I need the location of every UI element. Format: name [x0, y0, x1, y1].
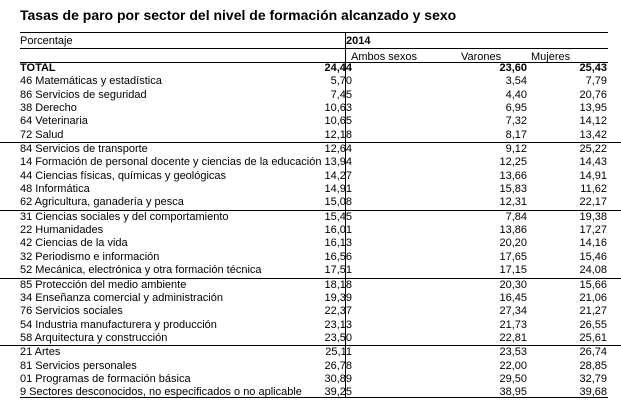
header-top-rule [20, 32, 608, 33]
ambos-value: 13,94 [324, 156, 352, 169]
unit-label: Porcentaje [20, 35, 73, 47]
mujeres-value: 25,43 [579, 62, 607, 74]
col-mujeres: Mujeres [531, 51, 571, 63]
mujeres-value: 11,62 [580, 183, 607, 196]
ambos-value: 26,78 [324, 359, 352, 372]
table-row [0, 129, 621, 142]
header-year-rule [20, 48, 608, 49]
ambos-value: 10,63 [324, 102, 352, 115]
row-label: 31 Ciencias sociales y del comportamiento [20, 210, 229, 223]
ambos-value: 22,37 [324, 305, 352, 318]
table-row [0, 75, 621, 88]
row-label: 01 Programas de formación básica [20, 372, 191, 385]
table-row [0, 292, 621, 305]
ambos-value: 16,13 [324, 237, 352, 250]
mujeres-value: 26,74 [579, 346, 607, 359]
row-label: 42 Ciencias de la vida [20, 237, 128, 250]
varones-value: 23,53 [499, 346, 527, 359]
ambos-value: 39,25 [324, 386, 352, 399]
table-row [0, 224, 621, 237]
data-table-body [0, 62, 621, 400]
varones-value: 7,32 [505, 115, 527, 128]
ambos-value: 23,13 [324, 318, 352, 331]
mujeres-value: 19,38 [579, 210, 607, 223]
mujeres-value: 22,17 [579, 196, 607, 209]
table-row [0, 142, 621, 156]
table-row [0, 319, 621, 332]
table-row [0, 196, 621, 209]
ambos-value: 17,51 [324, 264, 352, 277]
ambos-value: 15,45 [324, 210, 352, 223]
table-row [0, 210, 621, 224]
ambos-value: 15,08 [324, 196, 352, 209]
varones-value: 17,15 [499, 264, 527, 277]
row-label: 76 Servicios sociales [20, 305, 123, 318]
ambos-value: 12,64 [324, 143, 352, 156]
varones-value: 12,31 [499, 196, 527, 209]
ambos-value: 7,45 [330, 88, 352, 101]
mujeres-value: 26,55 [579, 318, 607, 331]
row-label: 46 Matemáticas y estadística [20, 75, 162, 88]
ambos-value: 12,18 [324, 128, 352, 141]
varones-value: 27,34 [499, 305, 527, 318]
varones-value: 12,25 [499, 156, 527, 169]
year-header: 2014 [346, 35, 371, 47]
ambos-value: 16,01 [324, 224, 352, 237]
varones-value: 15,83 [499, 183, 527, 196]
mujeres-value: 14,16 [579, 237, 607, 250]
row-label: 81 Servicios personales [20, 359, 137, 372]
mujeres-value: 32,79 [579, 372, 607, 385]
ambos-value: 18,18 [324, 278, 352, 291]
varones-value: 9,12 [505, 143, 527, 156]
mujeres-value: 13,95 [579, 102, 607, 115]
ambos-value: 14,91 [324, 183, 352, 196]
mujeres-value: 25,22 [579, 143, 607, 156]
varones-value: 6,95 [505, 102, 527, 115]
table-row [0, 115, 621, 128]
row-label: 48 Informática [20, 183, 90, 196]
table-row [0, 345, 621, 359]
row-label: 54 Industria manufacturera y producción [20, 318, 217, 331]
varones-value: 13,86 [499, 224, 527, 237]
table-row [0, 360, 621, 373]
varones-value: 23,60 [499, 62, 527, 74]
varones-value: 16,45 [499, 291, 527, 304]
varones-value: 20,30 [499, 278, 527, 291]
mujeres-value: 24,08 [579, 264, 607, 277]
row-label: 14 Formación de personal docente y ciencias de la educación [20, 156, 322, 169]
mujeres-value: 21,27 [579, 305, 607, 318]
col-ambos-sexos: Ambos sexos [351, 51, 418, 63]
row-label: 84 Servicios de transporte [20, 143, 148, 156]
row-label: TOTAL [20, 62, 56, 74]
table-row [0, 156, 621, 169]
page-title: Tasas de paro por sector del nivel de formación alcanzado y sexo [20, 7, 457, 23]
row-label: 44 Ciencias físicas, químicas y geológicas [20, 169, 227, 182]
varones-value: 17,65 [499, 250, 527, 263]
ambos-value: 14,27 [324, 169, 352, 182]
row-label: 62 Agricultura, ganadería y pesca [20, 196, 184, 209]
table-row [0, 62, 621, 75]
ambos-value: 23,50 [324, 331, 352, 344]
ambos-value: 30,89 [324, 372, 352, 385]
varones-value: 38,95 [499, 386, 527, 399]
table-row [0, 373, 621, 386]
table-row [0, 89, 621, 102]
varones-value: 22,81 [499, 331, 527, 344]
mujeres-value: 14,91 [579, 169, 607, 182]
ambos-value: 24,44 [324, 62, 352, 74]
mujeres-value: 14,12 [579, 115, 607, 128]
row-label: 64 Veterinaria [20, 115, 88, 128]
table-row [0, 386, 621, 399]
mujeres-value: 25,61 [579, 331, 607, 344]
row-label: 32 Periodismo e información [20, 250, 160, 263]
varones-value: 4,40 [505, 88, 527, 101]
varones-value: 7,84 [505, 210, 527, 223]
row-label: 52 Mecánica, electrónica y otra formación técnica [20, 264, 262, 277]
varones-value: 29,50 [499, 372, 527, 385]
ambos-value: 16,56 [324, 250, 352, 263]
mujeres-value: 14,43 [579, 156, 607, 169]
ambos-value: 5,70 [330, 75, 352, 88]
mujeres-value: 21,06 [579, 291, 607, 304]
table-row [0, 170, 621, 183]
row-label: 58 Arquitectura y construcción [20, 331, 168, 344]
varones-value: 8,17 [505, 128, 527, 141]
row-label: 72 Salud [20, 128, 64, 141]
mujeres-value: 7,79 [585, 75, 607, 88]
table-row [0, 278, 621, 292]
row-label: 86 Servicios de seguridad [20, 88, 147, 101]
mujeres-value: 17,27 [579, 224, 607, 237]
mujeres-value: 13,42 [579, 128, 607, 141]
mujeres-value: 15,66 [579, 278, 607, 291]
row-label: 38 Derecho [20, 102, 77, 115]
table-row [0, 183, 621, 196]
ambos-value: 25,11 [325, 346, 352, 359]
table-row [0, 237, 621, 250]
ambos-value: 19,39 [324, 291, 352, 304]
mujeres-value: 28,85 [579, 359, 607, 372]
varones-value: 20,20 [499, 237, 527, 250]
col-varones: Varones [461, 51, 502, 63]
varones-value: 3,54 [505, 75, 527, 88]
row-label: 9 Sectores desconocidos, no especificados o no aplicable [20, 386, 302, 399]
mujeres-value: 15,46 [579, 250, 607, 263]
table-row [0, 305, 621, 318]
ambos-value: 10,65 [324, 115, 352, 128]
mujeres-value: 20,76 [579, 88, 607, 101]
table-row [0, 102, 621, 115]
mujeres-value: 39,68 [579, 386, 607, 399]
row-label: 85 Protección del medio ambiente [20, 278, 187, 291]
table-row [0, 251, 621, 264]
table-row [0, 264, 621, 277]
table-row [0, 332, 621, 345]
varones-value: 21,73 [499, 318, 527, 331]
row-label: 34 Enseñanza comercial y administración [20, 291, 223, 304]
row-label: 21 Artes [20, 346, 61, 359]
varones-value: 13,66 [499, 169, 527, 182]
row-label: 22 Humanidades [20, 224, 104, 237]
varones-value: 22,00 [499, 359, 527, 372]
